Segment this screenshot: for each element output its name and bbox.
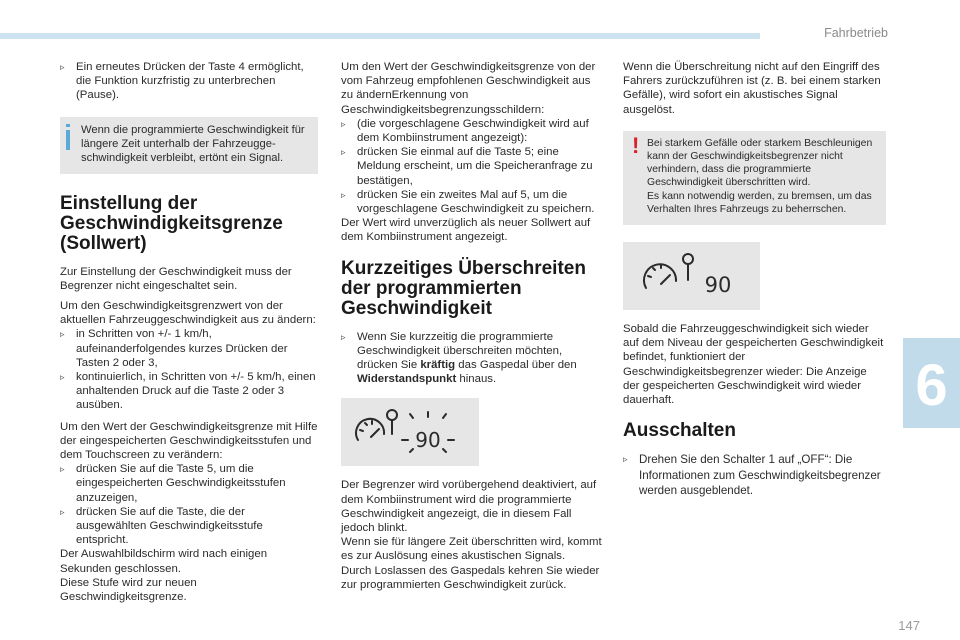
paragraph: Wenn sie für längere Zeit überschritten wird, kommt es zur Auslösung eines akustischen Signals.: [341, 536, 602, 563]
speed-limiter-flashing-icon: [350, 404, 470, 460]
bullet-item: ▹ drücken Sie einmal auf die Taste 5; eine Meldung erscheint, um die Speicheranfrage zu bestätigen,: [341, 145, 603, 188]
bullet-pause: ▹ Ein erneutes Drücken der Taste 4 ermöglicht, die Funktion kurzfristig zu unterbrechen (Pause).: [60, 60, 318, 103]
limiter-steady-figure: [623, 242, 760, 310]
paragraph: Diese Stufe wird zur neuen Geschwindigkeitsgrenze.: [60, 576, 197, 604]
paragraph: Um den Geschwindigkeitsgrenzwert von der aktuellen Fahrzeuggeschwindigkeit aus zu ändern:: [60, 300, 316, 327]
paragraph: Um den Wert der Geschwindigkeitsgrenze von der vom Fahrzeug empfohlenen Geschwindigkeit aus zu ändernErkennung von Geschwindigkeitsbegrenzungsschildern:: [341, 61, 596, 116]
bullet-item: ▹ drücken Sie auf die Taste, die der ausgewählten Geschwindigkeitsstufe entspricht.: [60, 505, 318, 548]
warning-icon: !: [632, 132, 640, 158]
warning-note: [623, 131, 886, 225]
figure-speed-value: 90: [415, 428, 441, 453]
info-note-text: Wenn die programmierte Geschwindigkeit für längere Zeit unterhalb der Fahrzeuggeschwindigkeit verbleibt, ertönt ein Signal.: [81, 123, 305, 164]
section-header: Fahrbetrieb: [824, 26, 888, 40]
page-number: 147: [898, 618, 920, 633]
info-note: [60, 117, 318, 174]
chapter-tab: [903, 338, 960, 428]
speed-limiter-icon: [632, 248, 752, 304]
bullet-item: ▹ kontinuierlich, in Schritten von +/- 5 km/h, einen anhaltenden Druck auf die Taste 2 oder 3 ausüben.: [60, 370, 318, 413]
paragraph: Wenn die Überschreitung nicht auf den Eingriff des Fahrers zurückzuführen ist (z. B. bei einem starken Gefälle), wird sofort ein akustisches Signal ausgelöst.: [623, 61, 881, 116]
warning-text: Bei starkem Gefälle oder starkem Beschleunigen kann der Geschwindigkeitsbegrenzer nicht verhindern, dass die programmierte Geschwindigkeit überschritten wird.: [647, 137, 873, 189]
column-right: [623, 60, 886, 499]
column-middle: [341, 60, 603, 592]
chapter-number: 6: [915, 353, 948, 418]
bullet-item: ▹ Drehen Sie den Schalter 1 auf „OFF“: Die Informationen zum Geschwindigkeitsbegrenzer werden ausgeblendet.: [623, 452, 886, 499]
paragraph: Der Auswahlbildschirm wird nach einigen Sekunden geschlossen.: [60, 548, 268, 575]
heading-einstellung: Einstellung der Geschwindigkeitsgrenze (Sollwert): [60, 192, 283, 254]
top-accent-bar: [0, 33, 760, 39]
bullet-item: ▹ in Schritten von +/- 1 km/h, aufeinanderfolgendes kurzes Drücken der Tasten 2 oder 3,: [60, 327, 318, 370]
limiter-flashing-figure: [341, 398, 479, 466]
bullet-item: ▹ drücken Sie ein zweites Mal auf 5, um die vorgeschlagene Geschwindigkeit zu speichern.: [341, 188, 603, 216]
warning-text: Es kann notwendig werden, zu bremsen, um das Verhalten Ihres Fahrzeugs zu beherrschen.: [647, 190, 872, 215]
column-left: [60, 60, 318, 604]
bullet-item: ▹ drücken Sie auf die Taste 5, um die eingespeicherten Geschwindigkeitsstufen anzuzeigen,: [60, 462, 318, 505]
figure-speed-value: 90: [704, 273, 731, 298]
bullet-item: ▹ (die vorgeschlagene Geschwindigkeit wird auf dem Kombiinstrument angezeigt):: [341, 117, 603, 145]
heading-kurzzeitig: Kurzzeitiges Überschreiten der programmierten Geschwindigkeit: [341, 257, 586, 319]
paragraph: Um den Wert der Geschwindigkeitsgrenze mit Hilfe der eingespeicherten Geschwindigkeitsstufen und dem Touchscreen zu verändern:: [60, 420, 318, 462]
heading-ausschalten: Ausschalten: [623, 420, 736, 442]
paragraph: Zur Einstellung der Geschwindigkeit muss der Begrenzer nicht eingeschaltet sein.: [60, 265, 292, 292]
paragraph: Der Wert wird unverzüglich als neuer Sollwert auf dem Kombiinstrument angezeigt.: [341, 217, 591, 244]
paragraph: Der Begrenzer wird vorübergehend deaktiviert, auf dem Kombiinstrument wird die programmierte Geschwindigkeit angezeigt, die in diesem Fall jedoch blinkt.: [341, 479, 597, 535]
paragraph: Durch Loslassen des Gaspedals kehren Sie wieder zur programmierten Geschwindigkeit zurück.: [341, 564, 600, 591]
info-icon: [66, 124, 70, 150]
paragraph: Sobald die Fahrzeuggeschwindigkeit sich wieder auf dem Niveau der gespeicherten Geschwindigkeit befindet, funktioniert der Geschwindigkeitsbegrenzer wieder: Die Anzeige der gespeicherten Geschwindigkeit wird wieder dauerhaft.: [623, 323, 884, 407]
bullet-item: ▹ Wenn Sie kurzzeitig die programmierte Geschwindigkeit überschreiten möchten, drücken Sie kräftig das Gaspedal über den Widerstandspunkt hinaus.: [341, 330, 603, 387]
